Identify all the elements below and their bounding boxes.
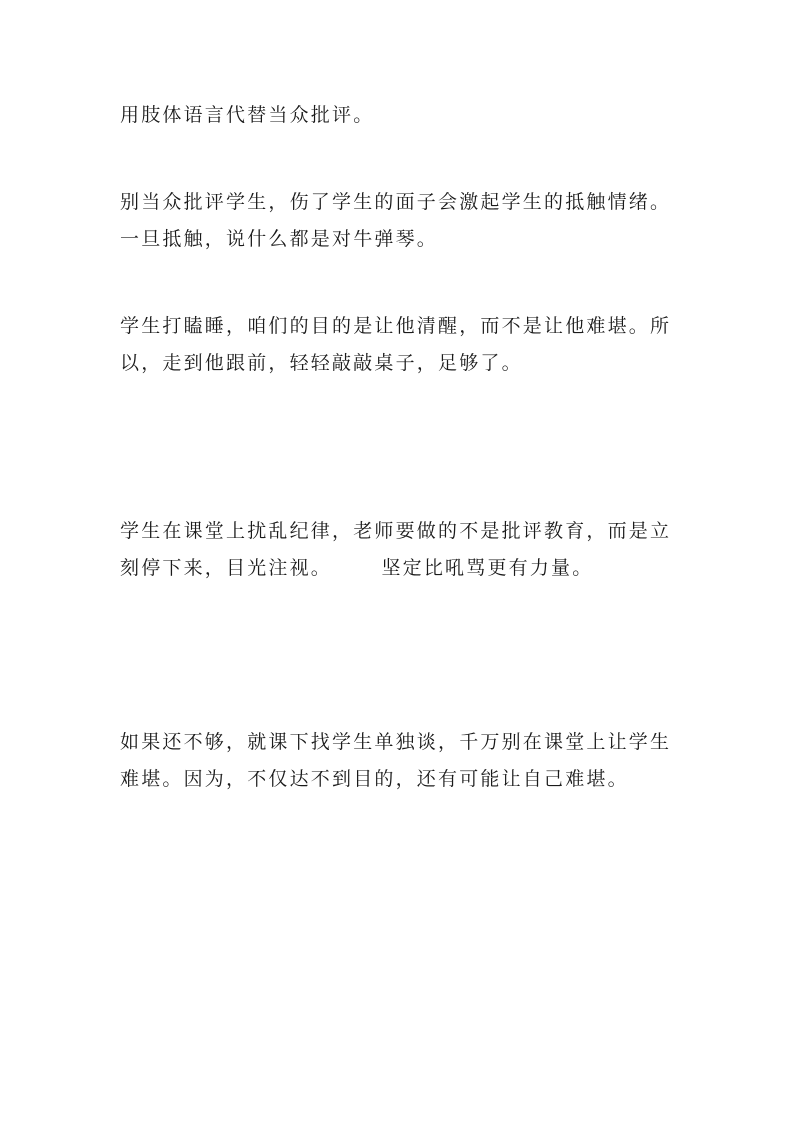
paragraph-line: 学生打瞌睡，咱们的目的是让他清醒，而不是让他难堪。所 bbox=[120, 315, 672, 337]
paragraph-5 bbox=[120, 724, 680, 798]
paragraph-2 bbox=[120, 184, 680, 258]
paragraph-3 bbox=[120, 308, 680, 382]
paragraph-line: 难堪。因为，不仅达不到目的，还有可能让自己难堪。 bbox=[120, 768, 629, 790]
paragraph-line: 用肢体语言代替当众批评。 bbox=[120, 104, 375, 126]
paragraph-line: 别当众批评学生，伤了学生的面子会激起学生的抵触情绪。 bbox=[120, 191, 672, 213]
paragraph-line: 一旦抵触，说什么都是对牛弹琴。 bbox=[120, 228, 439, 250]
paragraph-line: 学生在课堂上扰乱纪律，老师要做的不是批评教育，而是立 bbox=[120, 520, 672, 542]
paragraph-line: 以，走到他跟前，轻轻敲敲桌子，足够了。 bbox=[120, 352, 523, 374]
paragraph-4 bbox=[120, 513, 680, 587]
paragraph-line: 如果还不够，就课下找学生单独谈，千万别在课堂上让学生 bbox=[120, 731, 672, 753]
paragraph-1 bbox=[120, 97, 680, 134]
paragraph-line: 刻停下来，目光注视。 坚定比吼骂更有力量。 bbox=[120, 557, 594, 579]
